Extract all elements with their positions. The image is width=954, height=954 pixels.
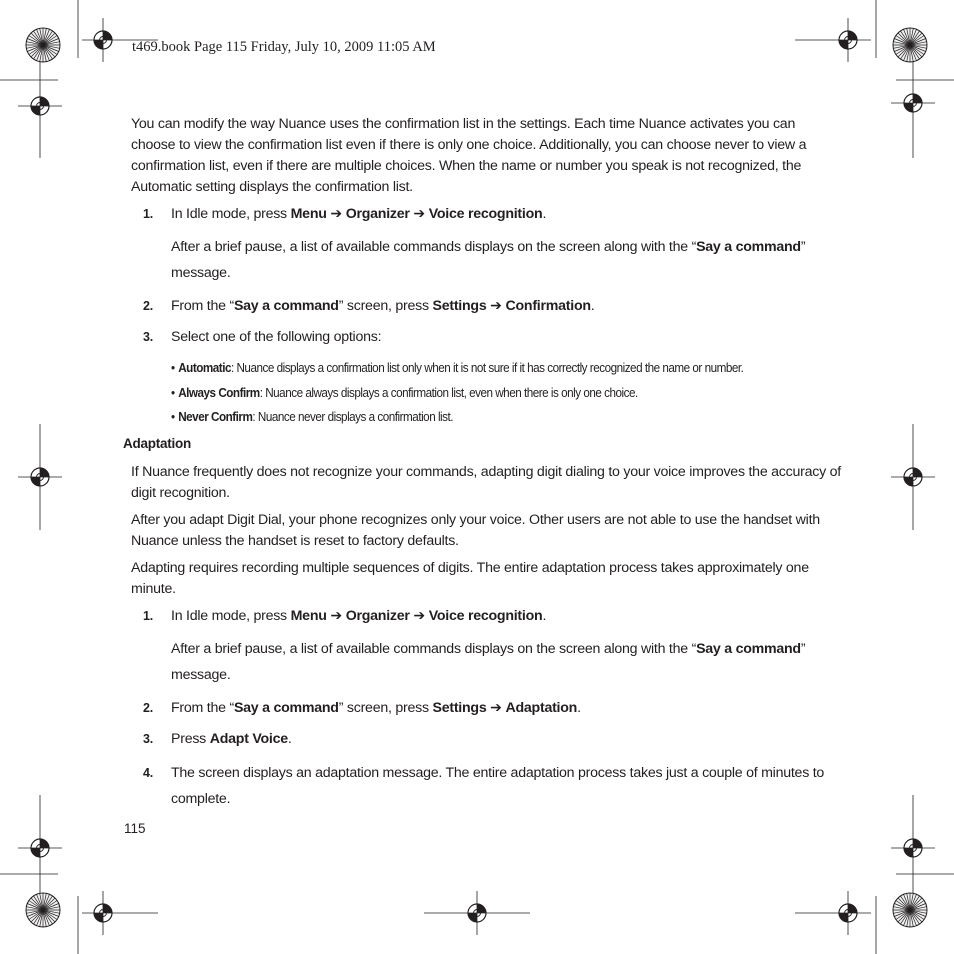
registration-mark: [904, 94, 922, 112]
step-number: 4.: [143, 765, 153, 780]
step-number: 1.: [143, 608, 153, 623]
list-item: • Always Confirm: Nuance always displays a confirmation list, even when there is only one choice.: [171, 384, 638, 400]
step-number: 3.: [143, 731, 153, 746]
page-number: 115: [124, 821, 146, 836]
body-paragraph: After you adapt Digit Dial, your phone recognizes only your voice. Other users are not able to use the handset with Nuance unless the handset is reset to factory defaults.: [131, 511, 820, 549]
intro-paragraph: You can modify the way Nuance uses the confirmation list in the settings. Each time Nuance activates you can choose to view the confirmation list even if there is only one choice. Additionally, you can choose never to view a confirmation list, even if there are multiple choices. When the name or number you speak is not recognized, the Automatic setting displays the confirmation list.: [131, 116, 807, 195]
list-item: • Automatic: Nuance displays a confirmation list only when it is not sure if it has correctly recognized the name or number.: [171, 360, 744, 375]
registration-mark: [468, 904, 486, 922]
adaptation-label: Adaptation: [505, 699, 578, 716]
bullet-icon: •: [171, 384, 175, 400]
registration-mark: [31, 468, 49, 486]
registration-mark: [94, 904, 112, 922]
registration-mark: [839, 904, 857, 922]
step-item: 2. From the “Say a command” screen, press Settings ➔ Confirmation.: [131, 296, 843, 317]
body-paragraph: If Nuance frequently does not recognize your commands, adapting digit dialing to your voice improves the accuracy of digit recognition.: [131, 463, 841, 501]
registration-mark: [839, 31, 857, 49]
star-target-mark: [893, 893, 927, 927]
menu-label: Menu: [290, 206, 327, 222]
step-item: 1. In Idle mode, press Menu ➔ Organizer ➔ Voice recognition. After a brief pause, a list of available commands displays on the screen along with the “Say a command” message.: [131, 606, 843, 688]
step-item: 3. Press Adapt Voice.: [131, 729, 843, 750]
registration-mark: [31, 839, 49, 857]
bullet-icon: •: [171, 360, 175, 375]
page-content: [123, 114, 843, 822]
page-slug: t469.book Page 115 Friday, July 10, 2009 11:05 AM: [132, 39, 436, 55]
registration-mark: [904, 839, 922, 857]
registration-mark: [94, 31, 112, 49]
registration-mark: [31, 97, 49, 115]
step-note: After a brief pause, a list of available commands displays on the screen along with the “Say a command” message.: [171, 640, 806, 683]
bullet-icon: •: [171, 409, 175, 424]
options-list: [171, 356, 843, 430]
star-target-mark: [26, 28, 60, 62]
registration-mark: [904, 468, 922, 486]
star-target-mark: [26, 893, 60, 927]
step-item: 2. From the “Say a command” screen, press Settings ➔ Adaptation.: [131, 698, 843, 719]
section-heading: Adaptation: [123, 435, 191, 451]
confirmation-label: Confirmation: [505, 298, 591, 314]
step-number: 2.: [143, 299, 153, 313]
voice-recognition-label: Voice recognition: [428, 206, 543, 222]
step-item: 1. In Idle mode, press Menu ➔ Organizer ➔ Voice recognition. After a brief pause, a list of available commands displays on the screen along with the “Say a command” message.: [131, 204, 843, 286]
list-item: • Never Confirm: Nuance never displays a confirmation list.: [171, 409, 454, 424]
body-paragraph: Adapting requires recording multiple sequences of digits. The entire adaptation process takes approximately one minute.: [131, 559, 809, 597]
organizer-label: Organizer: [345, 206, 410, 222]
step-note: After a brief pause, a list of available commands displays on the screen along with the “Say a command” message.: [171, 239, 806, 281]
step-item: 4. The screen displays an adaptation message. The entire adaptation process takes just a couple of minutes to complete.: [131, 760, 843, 812]
step-number: 3.: [143, 330, 153, 344]
settings-label: Settings: [432, 298, 487, 314]
star-target-mark: [893, 28, 927, 62]
step-number: 2.: [143, 700, 153, 715]
step-number: 1.: [143, 207, 153, 221]
step-item: 3. Select one of the following options:: [131, 327, 843, 348]
adapt-voice-label: Adapt Voice: [209, 730, 288, 747]
